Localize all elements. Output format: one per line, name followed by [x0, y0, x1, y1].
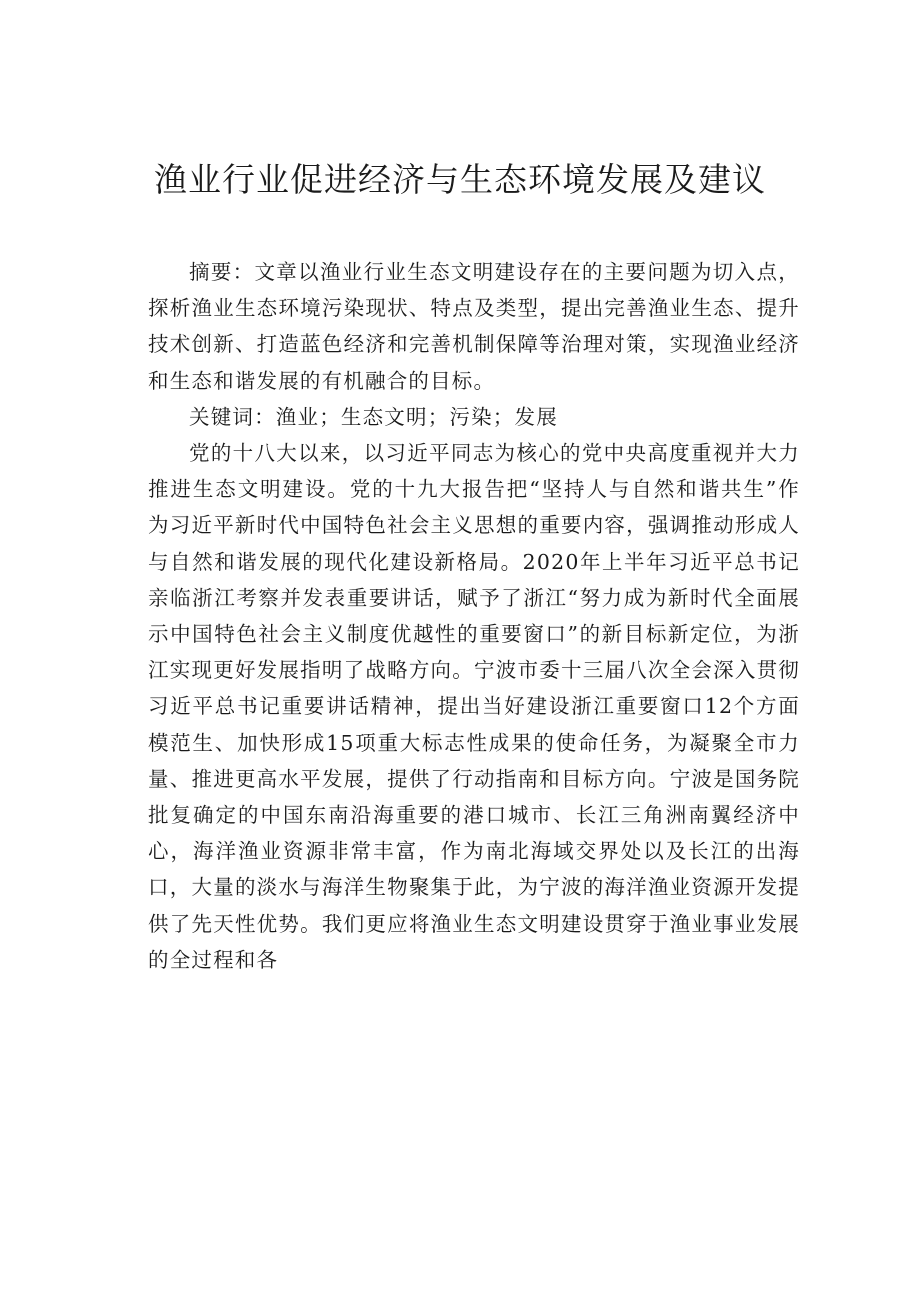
body-paragraph: 党的十八大以来，以习近平同志为核心的党中央高度重视并大力推进生态文明建设。党的十九大报告把“坚持人与自然和谐共生”作为习近平新时代中国特色社会主义思想的重要内容，强调推动形成人与自然和谐发展的现代化建设新格局。2020年上半年习近平总书记亲临浙江考察并发表重要讲话，赋予了浙江“努力成为新时代全面展示中国特色社会主义制度优越性的重要窗口”的新目标新定位，为浙江实现更好发展指明了战略方向。宁波市委十三届八次全会深入贯彻习近平总书记重要讲话精神，提出当好建设浙江重要窗口12个方面模范生、加快形成15项重大标志性成果的使命任务，为凝聚全市力量、推进更高水平发展，提供了行动指南和目标方向。宁波是国务院批复确定的中国东南沿海重要的港口城市、长江三角洲南翼经济中心，海洋渔业资源非常丰富，作为南北海域交界处以及长江的出海口，大量的淡水与海洋生物聚集于此，为宁波的海洋渔业资源开发提供了先天性优势。我们更应将渔业生态文明建设贯穿于渔业事业发展的全过程和各 — [148, 441, 800, 972]
keywords-paragraph: 关键词：渔业；生态文明；污染；发展 — [189, 404, 558, 429]
document-body — [148, 254, 800, 978]
document-title: 渔业行业促进经济与生态环境发展及建议 — [154, 160, 766, 199]
abstract-paragraph: 摘要：文章以渔业行业生态文明建设存在的主要问题为切入点，探析渔业生态环境污染现状、特点及类型，提出完善渔业生态、提升技术创新、打造蓝色经济和完善机制保障等治理对策，实现渔业经济和生态和谐发展的有机融合的目标。 — [148, 260, 800, 393]
